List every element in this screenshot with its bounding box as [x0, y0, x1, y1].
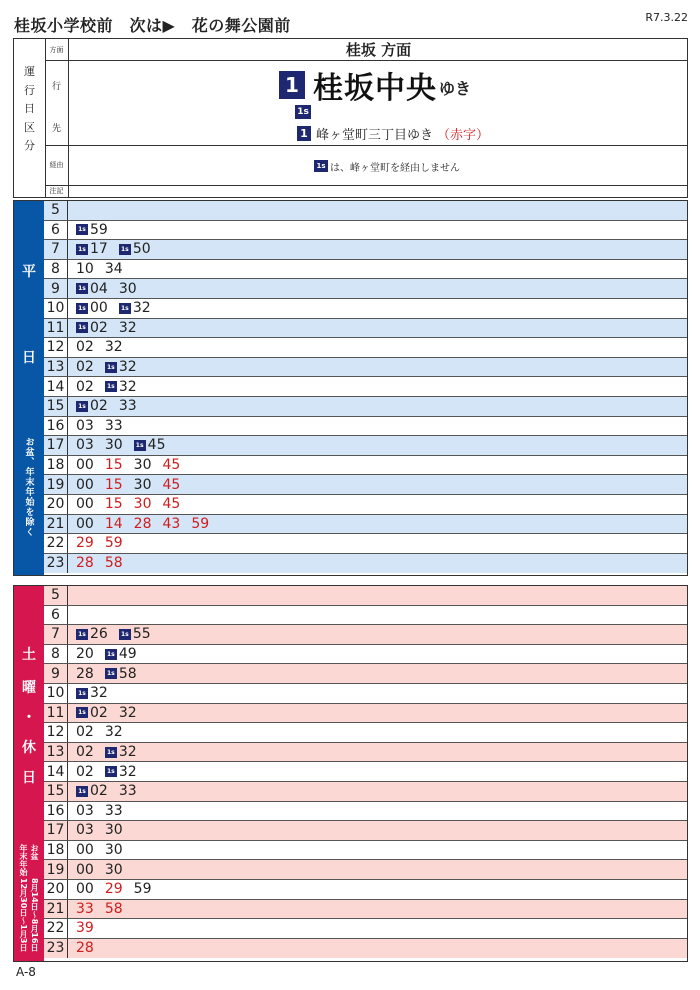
minutes-cell [68, 783, 148, 799]
departure-minute: 02 [76, 744, 94, 761]
weekday-hour-row [44, 495, 687, 515]
divider [45, 145, 687, 146]
divider [45, 185, 687, 186]
hour-cell: 8 [44, 645, 68, 664]
holiday-hour-row [44, 625, 687, 645]
hour-cell: 7 [44, 625, 68, 644]
route-1s-badge: 1s [105, 747, 117, 758]
departure-minute: 1s 58 [105, 666, 137, 682]
minutes-cell [68, 724, 134, 740]
route-1s-badge: 1s [119, 629, 131, 640]
weekday-hour-row [44, 358, 687, 378]
hour-cell: 10 [44, 684, 68, 703]
departure-minute: 30 [104, 437, 123, 454]
alt-route-badge: 1 [297, 126, 311, 141]
weekday-exclusion-note: お盆、年末年始を除く [23, 437, 34, 537]
departure-minute: 1s 02 [76, 705, 108, 721]
holiday-note-obon-dates: 8月14日〜8月16日 [30, 878, 39, 952]
holiday-hour-row [44, 782, 687, 802]
departure-minute: 1s 59 [76, 222, 108, 238]
holiday-hour-row [44, 684, 687, 704]
minutes-cell [68, 516, 220, 532]
hour-cell: 6 [44, 606, 68, 625]
hour-cell: 5 [44, 201, 68, 220]
hour-cell: 18 [44, 456, 68, 475]
holiday-hour-row [44, 723, 687, 743]
holiday-side-label [14, 586, 44, 961]
minutes-cell [68, 881, 162, 897]
revision-date: R7.3.22 [645, 11, 688, 24]
minutes-cell [68, 398, 148, 414]
holiday-hour-row [44, 880, 687, 900]
holiday-hour-row [44, 645, 687, 665]
departure-minute: 1s 00 [76, 300, 108, 316]
minutes-cell [68, 842, 134, 858]
destination-label-2: 先 [45, 109, 69, 145]
route-1s-badge: 1s [105, 649, 117, 660]
hour-cell: 15 [44, 782, 68, 801]
minutes-cell [68, 241, 162, 257]
holiday-hour-row [44, 606, 687, 626]
departure-minute: 29 [76, 535, 94, 552]
holiday-hour-row [44, 586, 687, 606]
hour-cell: 9 [44, 664, 68, 683]
route-number-badge: 1 [279, 71, 305, 99]
departure-minute: 00 [76, 861, 94, 878]
hour-cell: 14 [44, 762, 68, 781]
holiday-label-5: 日 [22, 770, 36, 786]
route-1s-badge: 1s [76, 244, 88, 255]
holiday-hour-row [44, 919, 687, 939]
departure-minute: 00 [76, 881, 94, 898]
hour-cell: 21 [44, 515, 68, 534]
weekday-rows [44, 201, 687, 573]
destination-suffix: ゆき [439, 79, 472, 98]
hour-cell: 16 [44, 802, 68, 821]
holiday-timetable [13, 585, 688, 962]
weekday-hour-row [44, 534, 687, 554]
departure-minute: 00 [76, 496, 94, 513]
departure-minute: 15 [104, 457, 123, 474]
departure-minute: 1s 55 [119, 626, 151, 642]
departure-minute: 28 [133, 515, 152, 532]
weekday-hour-row [44, 417, 687, 437]
departure-minute: 14 [104, 515, 123, 532]
weekday-hour-row [44, 554, 687, 574]
departure-minute: 45 [162, 476, 181, 493]
departure-minute: 32 [118, 319, 137, 336]
departure-minute: 33 [104, 417, 123, 434]
minutes-cell [68, 764, 148, 780]
holiday-note-newyear: 年末年始 [19, 844, 28, 876]
departure-minute: 45 [162, 457, 181, 474]
minutes-cell [68, 457, 191, 473]
departure-minute: 1s 32 [76, 685, 108, 701]
weekday-hour-row [44, 475, 687, 495]
minutes-cell [68, 535, 134, 551]
hour-cell: 12 [44, 723, 68, 742]
departure-minute: 28 [76, 555, 94, 572]
departure-minute: 20 [76, 646, 94, 663]
departure-minute: 02 [76, 763, 94, 780]
departure-minute: 1s 32 [119, 300, 151, 316]
route-1s-badge: 1s [134, 440, 146, 451]
holiday-hour-row [44, 802, 687, 822]
weekday-hour-row [44, 201, 687, 221]
departure-minute: 1s 04 [76, 281, 108, 297]
route-1s-badge: 1s [105, 766, 117, 777]
weekday-hour-row [44, 299, 687, 319]
holiday-hour-row [44, 762, 687, 782]
departure-minute: 33 [118, 783, 137, 800]
route-info-box [13, 38, 688, 198]
destination-name: 桂坂中央 [313, 71, 437, 106]
weekday-hour-row [44, 338, 687, 358]
minutes-cell [68, 222, 119, 238]
hour-cell: 16 [44, 417, 68, 436]
holiday-label-2: 曜 [22, 680, 36, 696]
departure-minute: 15 [104, 476, 123, 493]
weekday-hour-row [44, 319, 687, 339]
minutes-cell [68, 437, 176, 453]
hour-cell: 13 [44, 743, 68, 762]
departure-minute: 30 [104, 822, 123, 839]
route-1s-badge: 1s [76, 224, 88, 235]
hour-cell: 5 [44, 586, 68, 605]
departure-minute: 30 [133, 476, 152, 493]
departure-minute: 1s 32 [105, 359, 137, 375]
departure-minute: 30 [118, 280, 137, 297]
via-route-badge: 1s [314, 160, 328, 172]
hour-cell: 22 [44, 534, 68, 553]
hour-cell: 19 [44, 860, 68, 879]
holiday-hour-row [44, 939, 687, 959]
departure-minute: 59 [191, 515, 210, 532]
minutes-cell [68, 940, 105, 956]
hour-cell: 8 [44, 260, 68, 279]
direction-label: 方面 [45, 39, 69, 61]
minutes-cell [68, 477, 191, 493]
service-day-label: 運行日区分 [24, 65, 35, 152]
weekday-hour-row [44, 436, 687, 456]
departure-minute: 29 [104, 881, 123, 898]
departure-minute: 34 [104, 261, 123, 278]
departure-minute: 03 [76, 417, 94, 434]
weekday-label-2: 日 [22, 350, 36, 366]
note-label: 注記 [45, 185, 69, 197]
alt-destination-name: 峰ヶ堂町三丁目ゆき [316, 127, 434, 143]
hour-cell: 20 [44, 880, 68, 899]
route-1s-badge: 1s [76, 283, 88, 294]
route-1s-badge: 1s [76, 786, 88, 797]
destination-label-1: 行 [45, 61, 69, 109]
departure-minute: 1s 02 [76, 320, 108, 336]
holiday-hour-row [44, 841, 687, 861]
route-1s-badge: 1s [76, 401, 88, 412]
weekday-hour-row [44, 279, 687, 299]
weekday-label-1: 平 [22, 264, 36, 280]
hour-cell: 22 [44, 919, 68, 938]
minutes-cell [68, 626, 162, 642]
minutes-cell [68, 901, 134, 917]
departure-minute: 32 [118, 704, 137, 721]
via-label: 経由 [45, 145, 69, 185]
hour-cell: 13 [44, 358, 68, 377]
main-destination [279, 69, 472, 106]
route-1s-badge: 1s [105, 381, 117, 392]
via-info [314, 159, 460, 173]
hour-cell: 20 [44, 495, 68, 514]
weekday-hour-row [44, 456, 687, 476]
departure-minute: 33 [76, 900, 94, 917]
via-text: は、峰ヶ堂町を経由しません [330, 162, 460, 174]
holiday-rows [44, 586, 687, 958]
departure-minute: 1s 26 [76, 626, 108, 642]
hour-cell: 10 [44, 299, 68, 318]
page-number: A-8 [16, 965, 36, 979]
holiday-hour-row [44, 900, 687, 920]
holiday-hour-row [44, 860, 687, 880]
hour-cell: 15 [44, 397, 68, 416]
minutes-cell [68, 261, 134, 277]
hour-cell: 18 [44, 841, 68, 860]
weekday-hour-row [44, 221, 687, 241]
holiday-label-4: 休 [22, 740, 36, 756]
service-day-label-cell [14, 39, 46, 197]
minutes-cell [68, 822, 134, 838]
hour-cell: 12 [44, 338, 68, 357]
route-1s-badge: 1s [105, 362, 117, 373]
departure-minute: 32 [104, 339, 123, 356]
minutes-cell [68, 862, 134, 878]
departure-minute: 39 [76, 920, 94, 937]
departure-minute: 30 [104, 861, 123, 878]
minutes-cell [68, 920, 105, 936]
route-1s-badge: 1s [105, 668, 117, 679]
departure-minute: 03 [76, 802, 94, 819]
departure-minute: 10 [76, 261, 94, 278]
departure-minute: 1s 17 [76, 241, 108, 257]
route-1s-badge: 1s [76, 303, 88, 314]
hour-cell: 11 [44, 319, 68, 338]
route-1s-badge: 1s [119, 303, 131, 314]
departure-minute: 30 [133, 496, 152, 513]
departure-minute: 45 [162, 496, 181, 513]
direction-text: 桂坂 方面 [345, 41, 412, 59]
stop-title: 桂坂小学校前 次は▶ 花の舞公園前 [14, 16, 291, 35]
departure-minute: 02 [76, 724, 94, 741]
departure-minute: 1s 32 [105, 744, 137, 760]
departure-minute: 00 [76, 842, 94, 859]
weekday-hour-row [44, 240, 687, 260]
minutes-cell [68, 744, 148, 760]
departure-minute: 59 [104, 535, 123, 552]
departure-minute: 02 [76, 359, 94, 376]
weekday-hour-row [44, 260, 687, 280]
departure-minute: 43 [162, 515, 181, 532]
minutes-cell [68, 496, 191, 512]
minutes-cell [68, 705, 148, 721]
hour-cell: 23 [44, 554, 68, 574]
departure-minute: 1s 32 [105, 379, 137, 395]
departure-minute: 33 [118, 398, 137, 415]
departure-minute: 58 [104, 555, 123, 572]
hour-cell: 14 [44, 377, 68, 396]
departure-minute: 00 [76, 515, 94, 532]
departure-minute: 1s 02 [76, 783, 108, 799]
holiday-note-obon: お盆 [30, 844, 39, 860]
hour-cell: 19 [44, 475, 68, 494]
route-1s-badge: 1s [76, 322, 88, 333]
departure-minute: 02 [76, 378, 94, 395]
minutes-cell [68, 803, 134, 819]
hour-cell: 9 [44, 279, 68, 298]
departure-minute: 15 [104, 496, 123, 513]
minutes-cell [68, 339, 134, 355]
minutes-cell [68, 379, 148, 395]
departure-minute: 03 [76, 437, 94, 454]
departure-minute: 28 [76, 665, 94, 682]
minutes-cell [68, 320, 148, 336]
departure-minute: 00 [76, 476, 94, 493]
departure-minute: 02 [76, 339, 94, 356]
hour-cell: 17 [44, 436, 68, 455]
minutes-cell [68, 359, 148, 375]
departure-minute: 1s 32 [105, 764, 137, 780]
minutes-cell [68, 685, 119, 701]
departure-minute: 1s 45 [134, 437, 166, 453]
minutes-cell [68, 300, 162, 316]
departure-minute: 30 [133, 457, 152, 474]
weekday-hour-row [44, 397, 687, 417]
departure-minute: 1s 50 [119, 241, 151, 257]
holiday-hour-row [44, 664, 687, 684]
weekday-timetable [13, 200, 688, 576]
hour-cell: 23 [44, 939, 68, 959]
departure-minute: 1s 49 [105, 646, 137, 662]
weekday-side-label [14, 201, 44, 575]
alt-destination-note: （赤字） [437, 127, 490, 143]
departure-minute: 58 [104, 900, 123, 917]
holiday-hour-row [44, 704, 687, 724]
holiday-note-newyear-dates: 12月30日〜1月3日 [19, 878, 28, 952]
route-1s-badge: 1s [76, 688, 88, 699]
departure-minute: 33 [104, 802, 123, 819]
departure-minute: 30 [104, 842, 123, 859]
departure-minute: 28 [76, 940, 94, 957]
weekday-hour-row [44, 515, 687, 535]
departure-minute: 03 [76, 822, 94, 839]
departure-minute: 59 [133, 881, 152, 898]
alt-destination [297, 125, 489, 141]
minutes-cell [68, 281, 148, 297]
holiday-hour-row [44, 821, 687, 841]
hour-cell: 6 [44, 221, 68, 240]
hour-cell: 21 [44, 900, 68, 919]
holiday-label-1: 土 [22, 647, 36, 663]
route-1s-badge: 1s [119, 244, 131, 255]
minutes-cell [68, 555, 134, 571]
departure-minute: 1s 02 [76, 398, 108, 414]
hour-cell: 11 [44, 704, 68, 723]
minutes-cell [68, 646, 148, 662]
departure-minute: 00 [76, 457, 94, 474]
minutes-cell [68, 666, 148, 682]
route-1s-badge: 1s [295, 105, 311, 119]
minutes-cell [68, 418, 134, 434]
holiday-hour-row [44, 743, 687, 763]
hour-cell: 17 [44, 821, 68, 840]
holiday-label-3: ・ [22, 710, 36, 726]
route-1s-badge: 1s [76, 707, 88, 718]
weekday-hour-row [44, 377, 687, 397]
hour-cell: 7 [44, 240, 68, 259]
departure-minute: 32 [104, 724, 123, 741]
route-1s-badge: 1s [76, 629, 88, 640]
